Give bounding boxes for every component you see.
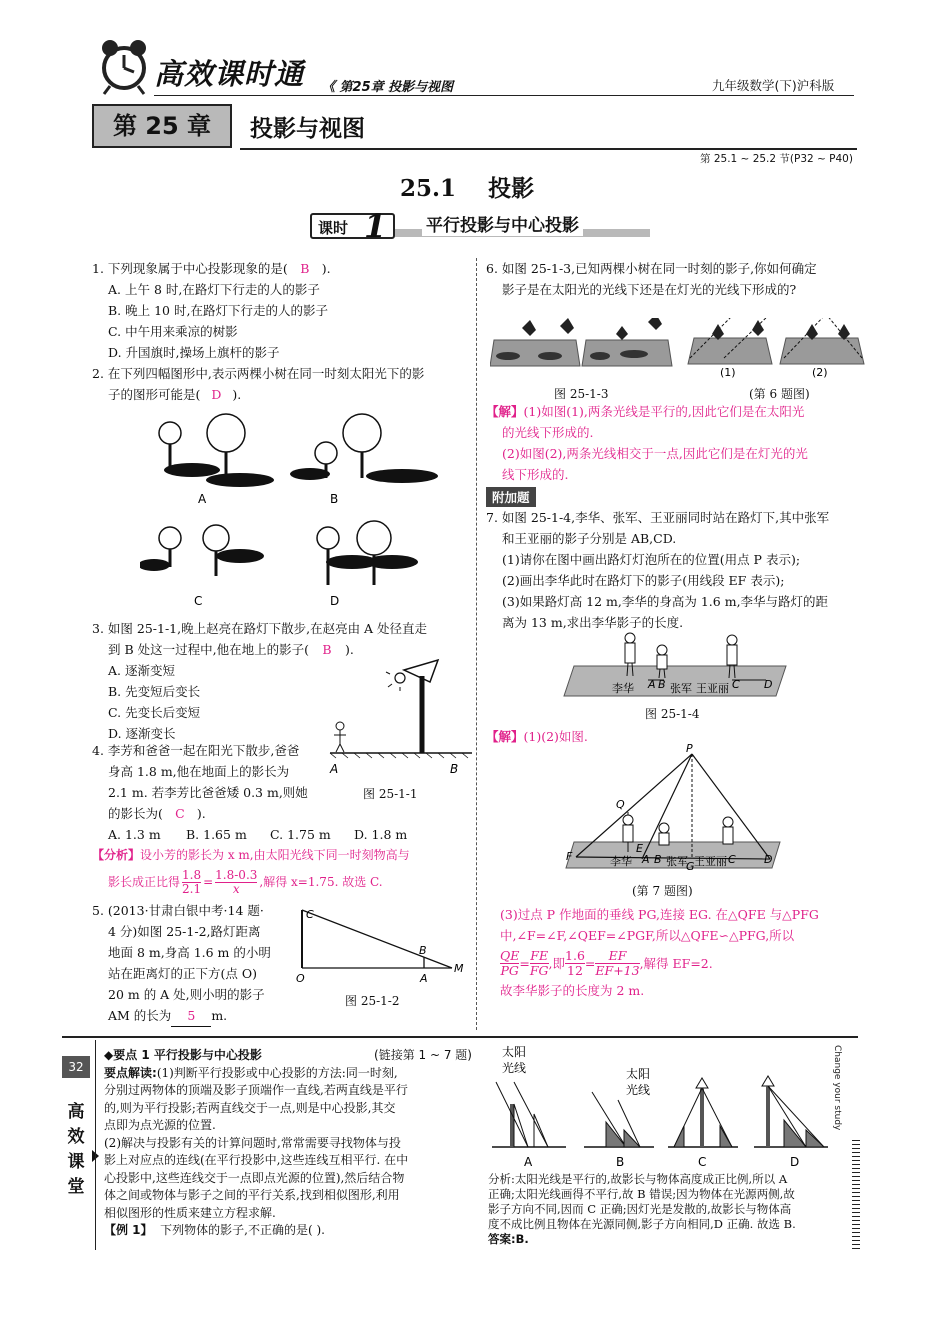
fraction: $\frac{1.8}{2.1}$: [182, 867, 202, 896]
tree-option-d: [317, 521, 418, 608]
sun-label-1b: 光线: [502, 1061, 527, 1075]
analysis-line1: 分析:太阳光线是平行的,故影长与物体高度成正比例,所以 A: [488, 1172, 788, 1186]
pt-m: M: [454, 962, 464, 975]
example-answer: 答案:B.: [488, 1232, 529, 1246]
pt-d: D: [764, 678, 773, 691]
sub-label-2: (2): [812, 366, 828, 379]
q4-line4: 的影长为(: [108, 806, 163, 821]
q4-line1: 4. 李芳和爸爸一起在阳光下散步,爸爸: [92, 743, 300, 758]
question-7: [486, 507, 866, 633]
q3-option-b: B. 先变短后变长: [108, 684, 201, 699]
q5-line6: AM 的长为: [108, 1008, 172, 1023]
q7-fig-caption: (第 7 题图): [632, 884, 693, 898]
sub-label-1: (1): [720, 366, 736, 379]
example-1: [104, 1222, 472, 1240]
fig-25-1-3-caption: 图 25-1-3: [554, 387, 609, 401]
q1-option-d: D. 升国旗时,操场上旗杆的影子: [108, 345, 280, 360]
q4-analysis-text: 影长成正比得: [108, 874, 181, 889]
fig-label-d: D: [790, 1155, 800, 1169]
fraction: $\frac{QE}{PG}$: [500, 947, 520, 978]
tile-sub1: [688, 318, 772, 379]
q6-sol-line2: 的光线下形成的.: [502, 425, 594, 440]
q5-line5: 20 m 的 A 处,则小明的影子: [108, 987, 265, 1002]
section-range: 第 25.1 ~ 25.2 节(P32 ~ P40): [700, 153, 853, 165]
chapter-title: 投影与视图: [250, 116, 365, 142]
q5-answer: 5: [171, 1005, 211, 1027]
bottom-top-rule: [62, 1036, 858, 1038]
q6-sol-line1: (1)如图(1),两条光线是平行的,因此它们是在太阳光: [523, 404, 805, 419]
fraction: $\frac{EF}{EF+13}$: [595, 947, 640, 978]
q4-option-a: A. 1.3 m: [108, 827, 161, 842]
tile-left: [490, 318, 580, 366]
q2-trees-figure: [140, 410, 440, 615]
q2-line2: 子的图形可能是(: [108, 387, 201, 402]
q1-option-a: A. 上午 8 时,在路灯下行走的人的影子: [108, 282, 320, 297]
fig-25-1-3: [490, 318, 870, 380]
side-title: 高 效 课 堂: [67, 1102, 85, 1197]
q4-analysis-tag: 【分析】: [92, 848, 141, 862]
vertical-slogan: Change your study: [832, 1045, 842, 1131]
name-zhangjun: 张军: [670, 682, 692, 695]
fig-d: [754, 1076, 828, 1169]
q5-line3: 地面 8 m,身高 1.6 m 的小明: [108, 945, 271, 960]
question-5: [92, 900, 292, 1027]
right-edge-ticks: [852, 1140, 860, 1250]
q4-option-d: D. 1.8 m: [354, 827, 408, 842]
name-zhangjun: 张军: [666, 855, 688, 868]
tree-option-c: [140, 525, 264, 608]
q6-sol-line4: 线下形成的.: [502, 467, 569, 482]
q7-solution-figure: [556, 742, 786, 878]
fig-25-1-4-caption: 图 25-1-4: [645, 707, 700, 721]
pt-b: B: [419, 944, 427, 957]
q1-option-c: C. 中午用来乘凉的树影: [108, 324, 238, 339]
q1-stem-end: ).: [321, 261, 331, 276]
q7-line1: 7. 如图 25-1-4,李华、张军、王亚丽同时站在路灯下,其中张军: [486, 510, 830, 525]
q7-sol3-line3: $\frac{QE}{PG}$ = $\frac{FE}{FG}$ ,即 $\frac{1.6}{12}$ = $\frac{EF}{EF+13}$ ,解得 EF=2.: [500, 947, 713, 978]
lesson-num: 1: [364, 207, 387, 245]
q6-line2: 影子是在太阳光的光线下还是在灯光的光线下形成的?: [502, 282, 797, 297]
q7-line5: (3)如果路灯高 12 m,李华的身高为 1.6 m,李华与路灯的距: [502, 594, 829, 609]
q6-sol-tag: 【解】: [486, 404, 524, 419]
pt-e: E: [636, 842, 643, 855]
q6-sol-line3: (2)如图(2),两条光线相交于一点,因此它们是在灯光的光: [502, 446, 808, 461]
fraction: $\frac{1.6}{12}$: [565, 947, 585, 978]
pt-b: B: [658, 678, 666, 691]
lesson-label: 课时: [318, 219, 349, 237]
fig-c: [668, 1078, 738, 1169]
section-name: 投影: [488, 176, 535, 202]
lesson-badge: [310, 207, 395, 245]
edition-label: 九年级数学(下)沪科版: [712, 78, 835, 93]
q6-solution: [486, 401, 866, 485]
lesson-banner: [310, 207, 650, 245]
q4-answer: C: [175, 806, 185, 821]
pt-b: B: [450, 762, 459, 776]
pt-q: Q: [616, 798, 625, 811]
pt-f: F: [566, 850, 573, 863]
label-a: A: [198, 492, 207, 506]
brand-title: 高效课时通: [154, 57, 305, 91]
key-point-title: ◆要点 1 平行投影与中心投影: [104, 1048, 262, 1062]
chapter-title-band: [92, 104, 857, 152]
q7-sol3-line4: 故李华影子的长度为 2 m.: [500, 983, 645, 998]
q7-sol3-line2: 中,∠F=∠F,∠QEF=∠PGF,所以△QFE∽△PFG,所以: [500, 928, 795, 943]
extra-tag: 附加题: [486, 487, 536, 507]
chapter-badge: 第 25 章: [92, 104, 232, 148]
q7-line3: (1)请你在图中画出路灯灯泡所在的位置(用点 P 表示);: [502, 552, 801, 567]
q4-option-b: B. 1.65 m: [186, 827, 247, 842]
label-d: D: [330, 594, 340, 608]
q4-line2: 身高 1.8 m,他在地面上的影长为: [108, 764, 290, 779]
pt-c: C: [732, 678, 740, 691]
fig-25-1-2-caption: 图 25-1-2: [345, 994, 400, 1008]
key-points: ◆要点 1 平行投影与中心投影 (链接第 1 ~ 7 题) 要点解读:(1)判断平行投影或中心投影的方法:同一时刻, 分别过两物体的顶端及影子顶端作一直线,若两直线是平行 的,则为平行投影;若两直线交于一点,则是中心投影,其交 点即为点光源的位置. (2)解决与投影有关的计算问题时,常常需要寻找物体与投 影上对应点的连线(在平行投影中,这些连线互相平行. 在中 心投影中,这些连线交于一点即点光源的位置),然后结合物 体之间或物体与影子之间的平行关系,找到相似图形,利用 相似图形的性质来建立方程求解. 【例 1】 下列物体的影子,不正确的是( ).: [104, 1047, 472, 1240]
sun-label-1: 太阳: [502, 1045, 527, 1059]
question-2: [92, 363, 472, 405]
q2-answer: D: [211, 387, 222, 402]
tile-sub2: [780, 318, 864, 379]
q2-line2-end: ).: [232, 387, 242, 402]
chapter-ref: 《 第25章 投影与视图: [322, 80, 454, 95]
section-number: 25.1: [400, 175, 457, 202]
example-figure: [488, 1042, 843, 1174]
lesson-title: 平行投影与中心投影: [422, 211, 583, 236]
name-wangyali: 王亚丽: [694, 855, 727, 868]
q4-line3: 2.1 m. 若李芳比爸爸矮 0.3 m,则她: [108, 785, 308, 800]
tile-right: [582, 318, 672, 366]
q7-sol3-line1: (3)过点 P 作地面的垂线 PG,连接 EG. 在△QFE 与△PFG: [500, 907, 819, 922]
q7-sol-text: (1)(2)如图.: [523, 729, 588, 744]
fig-label-a: A: [524, 1155, 533, 1169]
fig-25-1-2: [292, 902, 472, 994]
analysis-line4: 度不成比例且物体在光源同侧,影子方向相同,D 正确. 故选 B.: [488, 1217, 796, 1231]
pt-a: A: [330, 762, 339, 776]
fraction: $\frac{1.8-0.3}{x}$: [215, 867, 258, 896]
q7-line4: (2)画出李华此时在路灯下的影子(用线段 EF 表示);: [502, 573, 785, 588]
q5-line2: 4 分)如图 25-1-2,路灯距离: [108, 924, 261, 939]
pt-b: B: [654, 853, 662, 866]
q5-line6-end: m.: [211, 1008, 228, 1023]
key-point-link: (链接第 1 ~ 7 题): [374, 1048, 472, 1062]
side-rule: [95, 1040, 96, 1250]
example-tag: 【例 1】: [104, 1223, 153, 1237]
example-text: 下列物体的影子,不正确的是( ).: [160, 1223, 325, 1237]
analysis-line2: 正确;太阳光线画得不平行,故 B 错误;因为物体在光源两侧,故: [488, 1187, 795, 1201]
fig-25-1-1-caption: 图 25-1-1: [363, 787, 418, 801]
page-number: 32: [62, 1056, 90, 1078]
q4-analysis-end: ,解得 x=1.75. 故选 C.: [259, 874, 383, 889]
fig-a: [492, 1082, 566, 1169]
question-4: [92, 740, 472, 898]
q5-line4: 站在距离灯的正下方(点 O): [108, 966, 257, 981]
pt-p: P: [686, 742, 693, 755]
pt-g: G: [686, 860, 695, 873]
example-analysis: [488, 1172, 858, 1247]
q4-option-c: C. 1.75 m: [270, 827, 331, 842]
name-lihua: 李华: [612, 682, 634, 695]
q3-line2-end: ).: [344, 642, 354, 657]
q3-option-c: C. 先变长后变短: [108, 705, 201, 720]
pt-a: A: [648, 678, 656, 691]
q4-analysis-line1: 设小芳的影长为 x m,由太阳光线下同一时刻物高与: [140, 848, 410, 862]
label-c: C: [194, 594, 203, 608]
chapter-rule: [240, 148, 857, 150]
q1-option-b: B. 晚上 10 时,在路灯下行走的人的影子: [108, 303, 328, 318]
q3-option-d: D. 逐渐变长: [108, 726, 176, 741]
name-wangyali: 王亚丽: [696, 682, 729, 695]
header-bar: [90, 38, 855, 98]
tree-option-a: [159, 414, 274, 506]
pt-a: A: [420, 972, 428, 985]
q4-line4-end: ).: [196, 806, 206, 821]
sun-label-2b: 光线: [626, 1083, 651, 1097]
tree-option-b: [290, 414, 438, 506]
fig-label-c: C: [698, 1155, 707, 1169]
person-wangyali: [723, 817, 733, 844]
q4-analysis-line2: 影长成正比得 $\frac{1.8}{2.1}$ = $\frac{1.8-0.3}{x}$ ,解得 x=1.75. 故选 C.: [108, 867, 383, 896]
label-b: B: [330, 492, 339, 506]
q3-answer: B: [322, 642, 332, 657]
alarm-clock-logo: [90, 38, 160, 96]
q7-line2: 和王亚丽的影子分别是 AB,CD.: [502, 531, 677, 546]
q6-line1: 6. 如图 25-1-3,已知两棵小树在同一时刻的影子,你如何确定: [486, 261, 817, 276]
q3-option-a: A. 逐渐变短: [108, 663, 175, 678]
fraction: $\frac{FE}{FG}$: [529, 947, 549, 978]
q3-line2: 到 B 处这一过程中,他在地上的影子(: [108, 642, 309, 657]
analysis-line3: 影子方向不同,因而 C 正确;因灯光是发散的,故影长与物体高: [488, 1202, 792, 1216]
fig-label-b: B: [616, 1155, 625, 1169]
pt-o: O: [296, 972, 305, 985]
question-6: [486, 258, 866, 300]
fig-b: [584, 1092, 654, 1169]
sun-label-2: 太阳: [626, 1067, 651, 1081]
section-title: [400, 170, 534, 203]
q1-answer: B: [300, 261, 310, 276]
q7-sol3-end: ,解得 EF=2.: [639, 955, 713, 971]
person-lihua: [623, 815, 633, 842]
pt-c: C: [306, 908, 314, 921]
key-label: 要点解读:: [104, 1065, 157, 1080]
q1-stem: 1. 下列现象属于中心投影现象的是(: [92, 261, 288, 276]
q3-line1: 3. 如图 25-1-1,晚上赵亮在路灯下散步,在赵亮由 A 处径直走: [92, 621, 428, 636]
q7-solution-b: [500, 904, 870, 1001]
column-divider: [476, 258, 477, 1030]
fig-25-1-4: [560, 628, 800, 706]
q6-fig-caption: (第 6 题图): [749, 387, 810, 401]
person-zhangjun: [659, 823, 669, 845]
pt-a: A: [642, 853, 650, 866]
q7-sol-tag: 【解】: [486, 729, 524, 744]
pt-c: C: [728, 853, 736, 866]
q4-options: [92, 824, 472, 845]
question-1: [92, 258, 472, 363]
name-lihua: 李华: [610, 855, 632, 868]
q7-line6: 离为 13 m,求出李华影子的长度.: [502, 615, 684, 630]
pt-d: D: [764, 853, 773, 866]
header-rule: [154, 95, 854, 96]
q5-line1: 5. (2013·甘肃白银中考·14 题·: [92, 903, 264, 918]
q2-line1: 2. 在下列四幅图形中,表示两棵小树在同一时刻太阳光下的影: [92, 366, 425, 381]
